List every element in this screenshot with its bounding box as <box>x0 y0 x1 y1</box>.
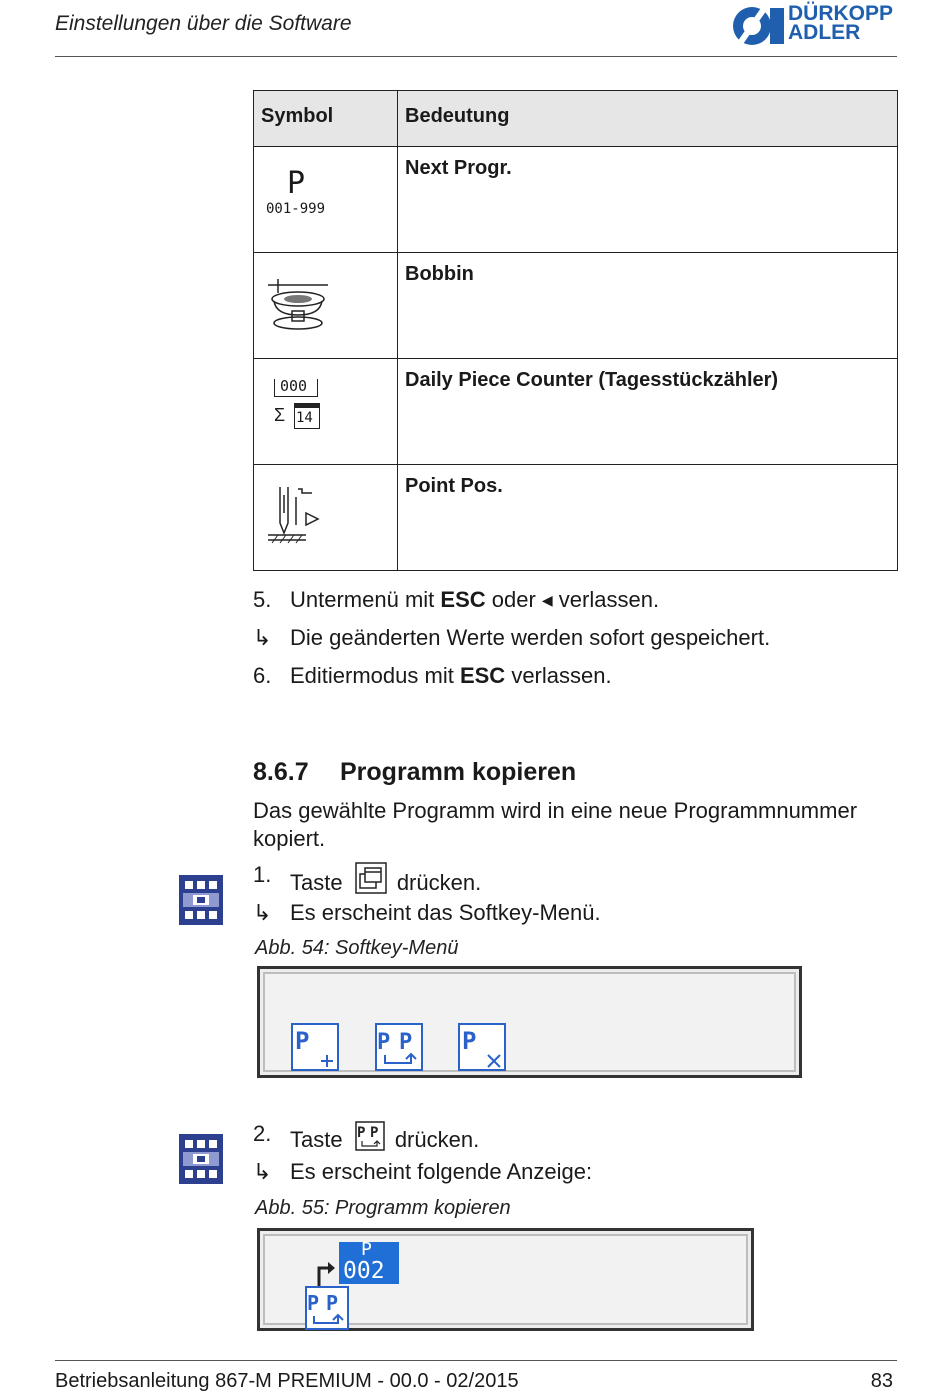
meaning-cell: Next Progr. <box>398 147 898 253</box>
step-text-post: drücken. <box>390 870 482 895</box>
program-copy-screen <box>257 1228 754 1331</box>
step-text-post: verlassen. <box>552 587 660 612</box>
duerkopp-adler-logo <box>730 4 900 48</box>
header-divider <box>55 56 897 57</box>
sigma-symbol: Σ <box>274 405 286 425</box>
step-text <box>290 587 659 613</box>
program-number-icon-range: 001-999 <box>266 201 326 217</box>
program-copy-key-icon <box>355 1121 385 1151</box>
screen-frame <box>263 1234 748 1325</box>
program-add-key-icon[interactable] <box>291 1023 339 1071</box>
svg-text:P: P <box>369 1125 379 1141</box>
counter-box <box>274 379 318 397</box>
step-text-pre: Taste <box>290 870 349 895</box>
table-row <box>254 465 898 571</box>
step-text-mid: oder <box>485 587 542 612</box>
step-text-pre: Editiermodus mit <box>290 663 460 688</box>
symbol-cell <box>254 465 398 571</box>
step-text-pre: Untermenü mit <box>290 587 441 612</box>
svg-text:P: P <box>356 1125 366 1141</box>
program-copy-icon <box>305 1286 349 1330</box>
softkey-menu-screen <box>257 966 802 1078</box>
meaning-cell: Daily Piece Counter (Tagesstückzähler) <box>398 359 898 465</box>
step-text: Es erscheint folgende Anzeige: <box>290 1159 593 1184</box>
result-arrow-icon: ↳ <box>253 625 272 650</box>
program-number-icon <box>266 166 336 219</box>
step-number: 6. <box>253 663 272 688</box>
footer-divider <box>55 1360 897 1361</box>
page-number: 83 <box>870 1370 893 1392</box>
figure-caption: Abb. 55: Programm kopieren <box>255 1197 511 1219</box>
section-heading <box>253 758 576 787</box>
program-delete-key-icon[interactable] <box>458 1023 506 1071</box>
brand-logo-mark-icon <box>730 4 786 48</box>
table-header-row <box>254 91 898 147</box>
keypad-icon <box>179 875 223 925</box>
screen-frame <box>263 972 796 1072</box>
table-row <box>254 253 898 359</box>
logo-text-line2: ADLER <box>788 21 861 44</box>
target-program-label: P <box>361 1239 372 1260</box>
column-header-meaning: Bedeutung <box>398 91 898 147</box>
symbol-cell <box>254 147 398 253</box>
section-intro: Das gewählte Programm wird in eine neue Programmnummer kopiert. <box>253 798 858 851</box>
needle-point-position-icon <box>266 483 336 547</box>
svg-text:P: P <box>326 1291 339 1315</box>
step-key-esc: ESC <box>440 587 486 612</box>
step-key-esc: ESC <box>459 663 506 688</box>
footer-document-title: Betriebsanleitung 867-M PREMIUM - 00.0 - 02/2015 <box>55 1370 519 1392</box>
step-text <box>290 862 481 896</box>
step-text: Die geänderten Werte werden sofort gespeichert. <box>290 625 771 650</box>
symbol-cell <box>254 253 398 359</box>
svg-text:P: P <box>377 1030 391 1055</box>
symbol-table <box>253 90 898 571</box>
svg-text:P: P <box>462 1027 477 1055</box>
counter-digits: 000 <box>280 377 308 395</box>
program-menu-key-icon <box>355 862 387 894</box>
step-number: 5. <box>253 587 272 612</box>
calendar-icon <box>294 403 320 429</box>
target-program-field[interactable] <box>339 1239 399 1284</box>
step-text <box>290 1121 479 1153</box>
step-text-post: verlassen. <box>505 663 612 688</box>
daily-piece-counter-icon <box>274 379 334 439</box>
left-arrow-icon: ◀ <box>541 592 553 608</box>
step-text <box>290 663 612 689</box>
return-arrow-icon <box>315 1260 337 1286</box>
section-title: Programm kopieren <box>340 758 577 786</box>
step-text-post: drücken. <box>388 1127 480 1152</box>
result-arrow-icon: ↳ <box>253 1159 272 1184</box>
symbol-cell <box>254 359 398 465</box>
bobbin-icon <box>266 275 336 335</box>
step-number: 2. <box>253 1121 272 1146</box>
meaning-cell: Bobbin <box>398 253 898 359</box>
svg-text:P: P <box>307 1291 320 1315</box>
page-header-title: Einstellungen über die Software <box>55 12 352 35</box>
column-header-symbol: Symbol <box>254 91 398 147</box>
result-arrow-icon: ↳ <box>253 900 272 925</box>
section-number: 8.6.7 <box>253 758 309 786</box>
program-copy-key-icon[interactable] <box>375 1023 423 1071</box>
keypad-icon <box>179 1134 223 1184</box>
calendar-day: 14 <box>296 410 313 426</box>
table-row <box>254 359 898 465</box>
step-text-pre: Taste <box>290 1127 349 1152</box>
step-text: Es erscheint das Softkey-Menü. <box>290 900 601 925</box>
step-number: 1. <box>253 862 272 887</box>
target-program-number: 002 <box>343 1258 385 1284</box>
table-row <box>254 147 898 253</box>
meaning-cell: Point Pos. <box>398 465 898 571</box>
program-number-icon-p: P <box>287 166 306 201</box>
figure-caption: Abb. 54: Softkey-Menü <box>255 937 459 959</box>
logo-text-line1: DÜRKOPP <box>788 2 894 25</box>
svg-text:P: P <box>295 1027 310 1055</box>
svg-text:P: P <box>399 1030 413 1055</box>
